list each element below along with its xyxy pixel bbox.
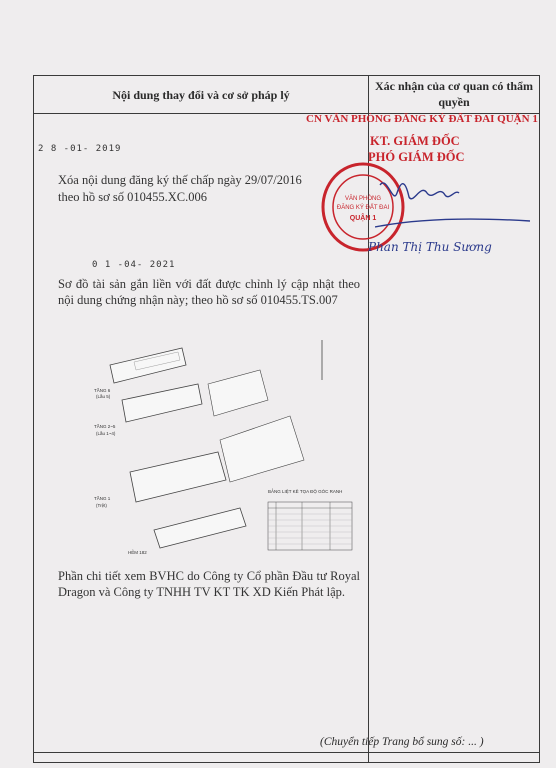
floor1-sub-label: (Trệt): [96, 503, 107, 508]
right-column-header: Xác nhận của cơ quan có thẩm quyền: [375, 79, 533, 109]
floor1-label: TẦNG 1: [94, 496, 111, 501]
floor25-sub-label: (Lầu 1~4): [96, 431, 116, 436]
director-title-stamp: KT. GIÁM ĐỐC: [370, 134, 460, 148]
svg-text:ĐĂNG KÝ ĐẤT ĐAI: ĐĂNG KÝ ĐẤT ĐAI: [336, 205, 390, 211]
signer-name: Phan Thị Thu Sương: [368, 240, 492, 254]
entry2-date-stamp: 0 1 -04- 2021: [92, 260, 176, 270]
office-stamp-text: CN VĂN PHÒNG ĐĂNG KÝ ĐẤT ĐAI QUẬN 1: [306, 113, 538, 125]
alley-label: HẺM 182: [128, 550, 147, 555]
svg-text:VĂN PHÒNG: VĂN PHÒNG: [344, 196, 382, 202]
floor1-plan: [130, 452, 226, 502]
signature: [375, 175, 535, 235]
continuation-note: (Chuyển tiếp Trang bổ sung số: ... ): [320, 736, 484, 748]
floor6-sub-label: (Lầu 5): [96, 394, 111, 399]
coordinate-table-title: BẢNG LIỆT KÊ TỌA ĐỘ GÓC RANH: [268, 489, 343, 494]
entry3-text: Phần chi tiết xem BVHC do Công ty Cổ phần Đầu tư Royal Dragon và Công ty TNHH TV KT TK XD Kiến Phát lập.: [58, 569, 360, 599]
entry1-line1: Xóa nội dung đăng ký thế chấp ngày 29/07/2016: [58, 173, 302, 187]
entry2-text: Sơ đồ tài sản gắn liền với đất được chỉnh lý cập nhật theo nội dung chứng nhận này; theo hồ sơ số 010455.TS.007: [58, 277, 360, 307]
floor6-plan: [110, 348, 186, 383]
floor6-label: TẦNG 6: [94, 388, 111, 393]
deputy-title-stamp: PHÓ GIÁM ĐỐC: [368, 150, 465, 164]
floor25-label: TẦNG 2~5: [94, 424, 116, 429]
left-column-header: Nội dung thay đổi và cơ sở pháp lý: [112, 87, 290, 102]
footer-divider: [33, 752, 539, 753]
entry1-date-stamp: 2 8 -01- 2019: [38, 144, 122, 154]
entry1-line2: theo hồ sơ số 010455.XC.006: [58, 190, 207, 204]
land-lot-plan: [154, 508, 246, 548]
svg-text:QUẬN 1: QUẬN 1: [349, 215, 377, 222]
floor-plan-diagram: [90, 340, 360, 555]
floor25-plan: [122, 384, 202, 422]
